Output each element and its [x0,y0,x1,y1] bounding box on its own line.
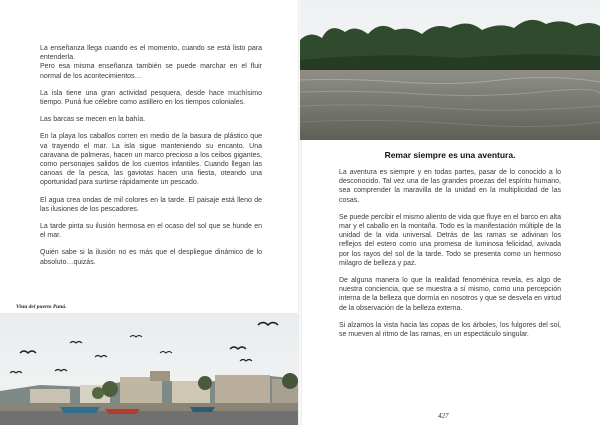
left-paragraph: En la playa los caballos corren en medio de la basura de plástico que va trayendo el mar. La isla sigue manteniendo su encanto. Una caravana de palmeras, hacen un marco precioso a los ceibos gigantes, como personajes salidos de los cuentos infantiles. Cuando llegan las canoas de la pesca, las gaviotas hacen una fiesta, oteando una oportunidad para surtirse rápidamente un pescado. [40,133,262,187]
right-paragraph: La aventura es siempre y en todas partes, pasar de lo conocido a lo desconocido. Tal vez una de las grandes proezas del espíritu humano, sea comprender la maravilla de la unidad en la multiplicidad de las cosas. [339,169,561,204]
right-paragraph: Se puede percibir el mismo aliento de vida que fluye en el barco en alta mar y el caballo en la montaña. Todo es la manifestación múltiple de la unidad de la vida universal. Detrás de las ramas se adivinan los reflejos del estero como una promesa de luminosa felicidad, avivada por los rayos del sol de la tarde. Todo se presenta como un hermoso milagro de belleza y paz. [339,213,561,267]
right-text-column [339,150,561,347]
right-paragraph: De alguna manera lo que la realidad fenoménica revela, es algo de nuestra conciencia, que se muestra a sí mismo, como una percepción interna de la belleza que dormía en nosotros y que se desvela en virtud de la observación de la belleza externa. [339,277,561,312]
right-paragraph: Si alzamos la vista hacia las copas de los árboles, los fulgores del sol, se mueven al ritmo de las ramas, en un espectáculo singular. [339,321,561,339]
left-paragraph: Quién sabe si la ilusión no es más que el despliegue dinámico de lo absoluto…quizás. [40,249,262,266]
harbor-photo [0,313,300,425]
left-paragraph: Las barcas se mecen en la bahía. [40,116,146,124]
left-paragraph: La tarde pinta su ilusión hermosa en el ocaso del sol que se hunde en el mar. [40,223,262,240]
left-text-column [40,44,262,275]
section-heading: Remar siempre es una aventura. [384,150,516,160]
left-paragraph: La isla tiene una gran actividad pesquera, desde hace muchísimo tiempo. Puná fue célebre como astillero en los tiempos coloniales. [40,89,262,107]
page-number: 427 [438,412,449,420]
left-paragraph: La enseñanza llega cuando es el momento, cuando se está listo para entenderla. Pero esa misma enseñanza también se puede marchar en el fluir normal de los acontecimientos… [40,45,262,80]
photo-caption: Vista del puerto Puná. [16,304,67,310]
left-paragraph: El agua crea ondas de mil colores en la tarde. El paisaje está lleno de las ilusiones de los pescadores. [40,196,262,213]
river-photo [300,0,600,140]
